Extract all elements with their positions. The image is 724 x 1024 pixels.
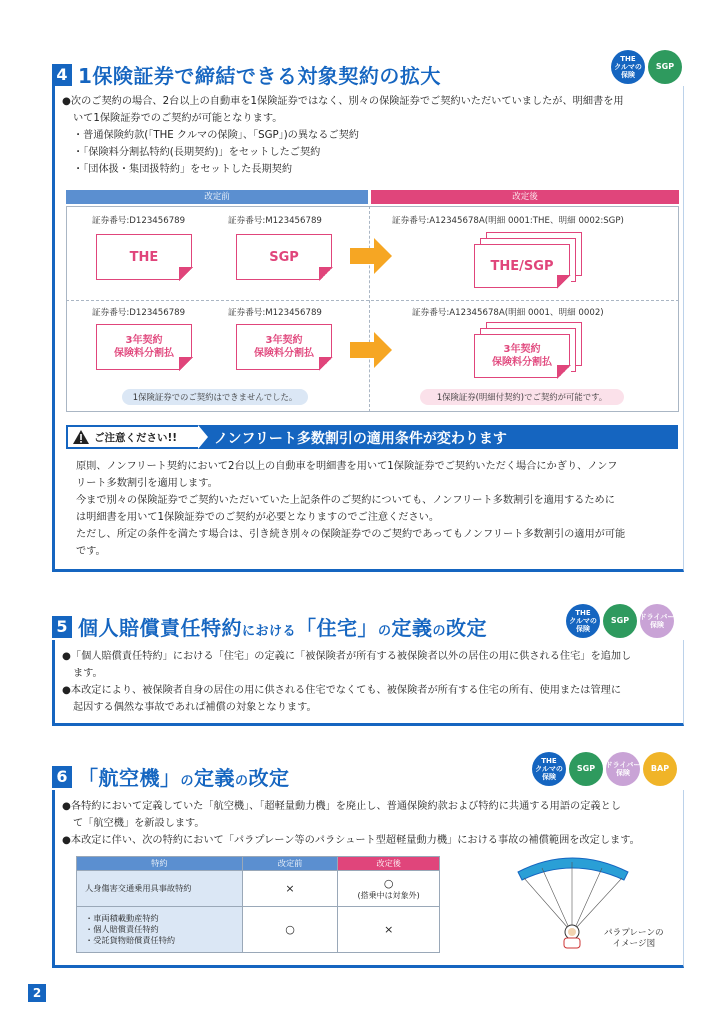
s5-title-d: の: [378, 624, 392, 639]
row1-after-cell: [338, 871, 440, 907]
badge-driver: ドライバー 保険: [606, 752, 640, 786]
caution-line-1: 原則、ノンフリート契約において2台以上の自動車を明細書を用いて1保険証券でご契約いただく場合にかぎり、ノンフ: [76, 461, 618, 472]
row1-before-left-number: 証券番号:D123456789: [92, 216, 186, 226]
badge-the-kuruma: THE クルマの 保険: [566, 604, 600, 638]
row2-doc-right: 3年契約 保険料分割払: [236, 324, 332, 370]
section5-title: [78, 612, 487, 641]
badge-sgp: SGP: [569, 752, 603, 786]
warning-icon: [72, 429, 90, 445]
section4-number: 4: [52, 64, 72, 86]
row2-after-number: 証券番号:A12345678A(明細 0001、明細 0002): [412, 308, 604, 318]
aircraft-table: [76, 856, 440, 953]
section5-heading: [52, 612, 487, 641]
s6-line-3: ●本改定に伴い、次の特約において「パラプレーン等のパラシュート型超軽量動力機」における事故の補償範囲を改定します。: [62, 835, 640, 846]
s6-title-c: 定義: [194, 766, 236, 790]
s5-title-g: 改定: [446, 616, 488, 640]
row2-before-right-number: 証券番号:M123456789: [228, 308, 322, 318]
s5-title-e: 定義: [391, 616, 433, 640]
row1-before-right-number: 証券番号:M123456789: [228, 216, 322, 226]
section5-number: 5: [52, 616, 72, 638]
s5-title-f: の: [432, 624, 447, 639]
section4-title: 1保険証券で締結できる対象契約の拡大: [78, 64, 441, 88]
s5-title-c: 「住宅」: [296, 616, 379, 640]
section4-text: [62, 93, 624, 178]
s5-line-1: ●「個人賠償責任特約」における「住宅」の定義に「被保険者が所有する被保険者以外の居住の用に供される住宅」を追加し: [62, 651, 632, 662]
row2-name: ・車両積載動産特約 ・個人賠償責任特約 ・受託貨物賠償責任特約: [77, 907, 243, 953]
s4-line-4: ・「保険料分割払特約(長期契約)」をセットしたご契約: [73, 147, 321, 158]
s5-line-3: ●本改定により、被保険者自身の居住の用に供される住宅でなくても、被保険者が所有する住宅の所有、使用または管理に: [62, 685, 622, 696]
badge-sgp: SGP: [603, 604, 637, 638]
section6-text: [62, 798, 640, 849]
table-header-after: 改定後: [338, 857, 440, 871]
caution-label: ご注意ください!!: [94, 431, 178, 444]
row1-doc-the-sgp: THE/SGP: [474, 244, 570, 288]
s5-line-4: 起因する偶然な事故であれば補償の対象となります。: [73, 702, 317, 713]
s6-title-e: 改定: [248, 766, 290, 790]
row1-after-note: (搭乗中は対象外): [357, 890, 420, 900]
row2-arrow-icon: [344, 330, 396, 370]
badge-driver: ドライバー 保険: [640, 604, 674, 638]
section5-text: [62, 648, 631, 716]
s4-line-2: いて1保険証券でのご契約が可能となります。: [73, 113, 283, 124]
badge-the-kuruma: THE クルマの 保険: [532, 752, 566, 786]
section6-badges: [532, 752, 677, 786]
s6-title-d: の: [235, 774, 249, 789]
s6-line-2: て「航空機」を新設します。: [73, 818, 205, 829]
row1-after: ○: [383, 876, 394, 890]
caution-label-box: [68, 427, 198, 447]
caution-line-3: 今まで別々の保険証券でご契約いただいていた上記条件のご契約についても、ノンフリート多数割引を適用するために: [76, 495, 615, 506]
s6-line-1: ●各特約において定義していた「航空機」、「超軽量動力機」を廃止し、普通保険約款および特約に共通する用語の定義とし: [62, 801, 621, 812]
badge-the-kuruma: THE クルマの 保険: [611, 50, 645, 84]
section6-title: [78, 762, 290, 791]
s5-title-b: における: [242, 624, 297, 639]
caution-line-5: ただし、所定の条件を満たす場合は、引き続き別々の保険証券でのご契約であってもノンフリート多数割引の適用が可能: [76, 529, 626, 540]
badge-sgp: SGP: [648, 50, 682, 84]
after-note: 1保険証券(明細付契約)でご契約が可能です。: [420, 389, 624, 405]
row1-before: ×: [242, 871, 338, 907]
s5-title-a: 個人賠償責任特約: [78, 616, 242, 640]
s4-line-3: ・普通保険約款(「THE クルマの保険」、「SGP」)の異なるご契約: [73, 130, 359, 141]
row2-after: ×: [338, 907, 440, 953]
table-header-before: 改定前: [242, 857, 338, 871]
s4-line-1: ●次のご契約の場合、2台以上の自動車を1保険証券ではなく、別々の保険証券でご契約いただいていましたが、明細書を用: [62, 96, 624, 107]
caution-line-2: リート多数割引を適用します。: [76, 478, 218, 489]
comparison-row-divider: [66, 300, 679, 301]
table-header-rider: 特約: [77, 857, 243, 871]
row1-doc-sgp: SGP: [236, 234, 332, 280]
row1-doc-the: THE: [96, 234, 192, 280]
row2-before: ○: [242, 907, 338, 953]
table-row: [77, 871, 440, 907]
section6-heading: [52, 762, 290, 791]
section5-badges: [566, 604, 674, 638]
before-note: 1保険証券でのご契約はできませんでした。: [122, 389, 308, 405]
section6-number: 6: [52, 766, 72, 788]
s6-title-b: の: [180, 774, 195, 789]
table-row: [77, 907, 440, 953]
caution-label-arrow: [198, 425, 208, 449]
after-header: 改定後: [371, 190, 679, 204]
row2-doc-after: 3年契約 保険料分割払: [474, 334, 570, 378]
s4-line-5: ・「団体扱・集団扱特約」をセットした長期契約: [73, 164, 293, 175]
row1-arrow-icon: [344, 236, 396, 276]
caution-text: [76, 458, 625, 560]
before-header: 改定前: [66, 190, 368, 204]
badge-bap: BAP: [643, 752, 677, 786]
caution-title: ノンフリート多数割引の適用条件が変わります: [214, 431, 507, 447]
row1-after-number: 証券番号:A12345678A(明細 0001:THE、明細 0002:SGP): [392, 216, 624, 226]
paraplane-caption: パラプレーンの イメージ図: [604, 928, 664, 949]
row2-doc-left: 3年契約 保険料分割払: [96, 324, 192, 370]
caution-line-4: は明細書を用いて1保険証券でのご契約が必要となりますのでご注意ください。: [76, 512, 440, 523]
section4-heading: [52, 60, 441, 89]
row2-before-left-number: 証券番号:D123456789: [92, 308, 186, 318]
s5-line-2: ます。: [73, 668, 103, 679]
s6-title-a: 「航空機」: [78, 766, 181, 790]
row1-name: 人身傷害交通乗用具事故特約: [77, 871, 243, 907]
section4-badges: [611, 50, 682, 84]
page-number: 2: [28, 984, 46, 1002]
caution-line-6: です。: [76, 546, 106, 557]
